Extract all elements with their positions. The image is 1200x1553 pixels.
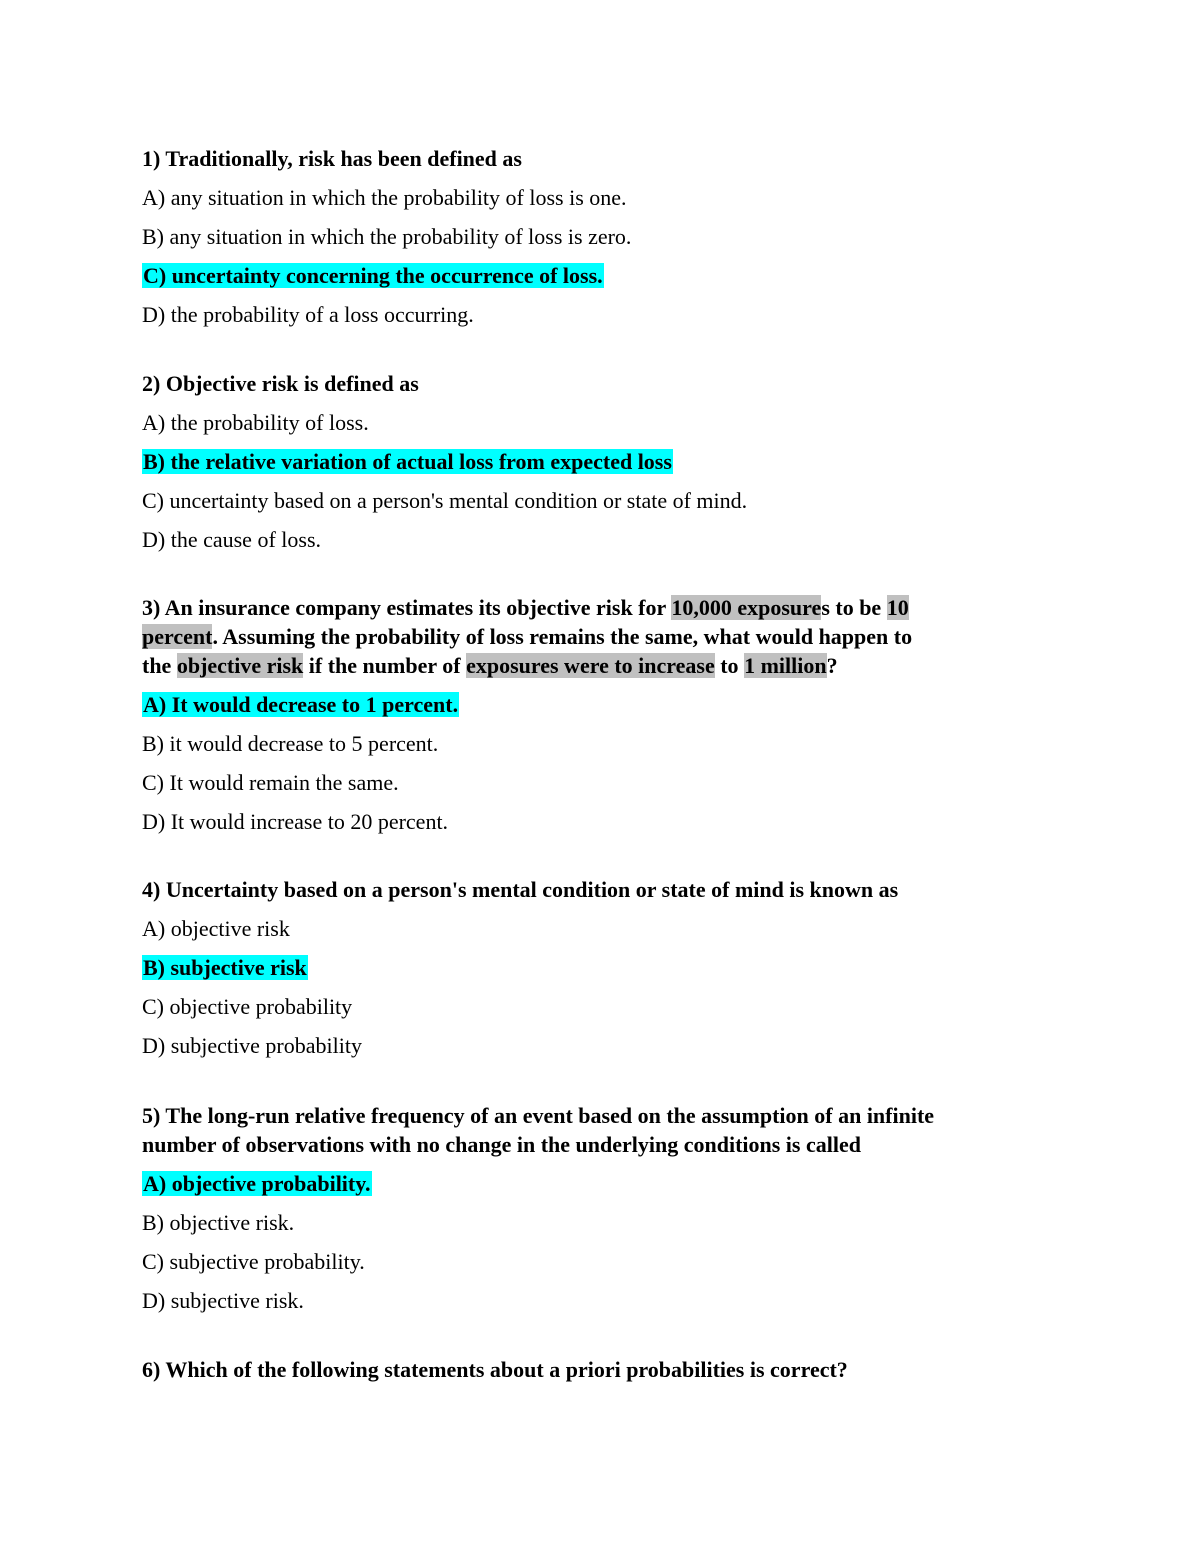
key-term-highlight: exposures were to increase: [466, 653, 715, 678]
question-5-stem-line-2: number of observations with no change in the underlying conditions is called: [142, 1132, 861, 1157]
key-term-highlight: 10: [886, 595, 909, 620]
question-5-stem-line-1: 5) The long-run relative frequency of an event based on the assumption of an infinite: [142, 1103, 935, 1128]
question-3-option-a-correct: [142, 690, 912, 719]
question-3-stem-line-3: [142, 651, 912, 680]
question-4-option-a: [142, 914, 898, 943]
key-term-highlight: percent: [142, 624, 213, 649]
question-2-option-b-correct: [142, 447, 747, 476]
question-3-stem: [142, 593, 912, 680]
option-text: C) uncertainty based on a person's mental condition or state of mind.: [142, 488, 748, 513]
question-2-option-c: [142, 486, 747, 515]
question-2-option-d: [142, 525, 747, 554]
question-4: [142, 875, 898, 1070]
stem-text: s to be: [821, 595, 887, 620]
stem-text: if the number of: [303, 653, 467, 678]
question-4-option-d: [142, 1031, 898, 1060]
question-1-option-c-correct: [142, 261, 631, 290]
question-1: [142, 144, 631, 339]
correct-answer-highlight: A) It would decrease to 1 percent.: [143, 692, 459, 717]
correct-answer-highlight: B) the relative variation of actual loss from expected loss: [143, 449, 672, 474]
question-3-option-d: [142, 807, 912, 836]
option-text: B) it would decrease to 5 percent.: [142, 731, 439, 756]
question-2-stem: 2) Objective risk is defined as: [142, 371, 419, 396]
question-6-stem: 6) Which of the following statements about a priori probabilities is correct?: [142, 1357, 848, 1382]
option-text: A) objective risk: [142, 916, 290, 941]
stem-text: to: [714, 653, 745, 678]
option-text: C) It would remain the same.: [142, 770, 399, 795]
question-4-stem: 4) Uncertainty based on a person's mental condition or state of mind is known as: [142, 877, 899, 902]
question-4-option-b-correct: [142, 953, 898, 982]
stem-text: . Assuming the probability of loss remains the same, what would happen to: [212, 624, 913, 649]
key-term-highlight: 1 million: [744, 653, 827, 678]
option-text: D) subjective risk.: [142, 1288, 304, 1313]
stem-text: 3) An insurance company estimates its objective risk for: [142, 595, 672, 620]
option-text: D) subjective probability: [142, 1033, 362, 1058]
question-5: [142, 1101, 934, 1325]
question-5-option-c: [142, 1247, 934, 1276]
question-5-option-d: [142, 1286, 934, 1315]
stem-text: ?: [826, 653, 838, 678]
question-5-option-a-correct: [142, 1169, 934, 1198]
question-1-stem: 1) Traditionally, risk has been defined as: [142, 146, 522, 171]
option-text: B) objective risk.: [142, 1210, 295, 1235]
question-5-option-b: [142, 1208, 934, 1237]
question-1-option-b: [142, 222, 631, 251]
question-4-option-c: [142, 992, 898, 1021]
question-3-stem-line-1: [142, 593, 912, 622]
question-1-option-a: [142, 183, 631, 212]
question-6: [142, 1355, 848, 1394]
question-3-option-c: [142, 768, 912, 797]
question-2: [142, 369, 747, 564]
correct-answer-highlight: C) uncertainty concerning the occurrence of loss.: [143, 263, 603, 288]
option-text: A) any situation in which the probability of loss is one.: [142, 185, 627, 210]
question-3-option-b: [142, 729, 912, 758]
question-5-stem: [142, 1101, 934, 1159]
question-1-option-d: [142, 300, 631, 329]
correct-answer-highlight: B) subjective risk: [143, 955, 307, 980]
correct-answer-highlight: A) objective probability.: [143, 1171, 371, 1196]
option-text: D) the cause of loss.: [142, 527, 322, 552]
option-text: C) subjective probability.: [142, 1249, 365, 1274]
option-text: D) It would increase to 20 percent.: [142, 809, 449, 834]
option-text: A) the probability of loss.: [142, 410, 369, 435]
option-text: B) any situation in which the probability of loss is zero.: [142, 224, 632, 249]
question-3-stem-line-2: [142, 622, 912, 651]
option-text: D) the probability of a loss occurring.: [142, 302, 474, 327]
option-text: C) objective probability: [142, 994, 353, 1019]
key-term-highlight: 10,000 exposure: [671, 595, 822, 620]
question-3: [142, 593, 912, 846]
stem-text: the: [142, 653, 177, 678]
question-2-option-a: [142, 408, 747, 437]
key-term-highlight: objective risk: [176, 653, 304, 678]
